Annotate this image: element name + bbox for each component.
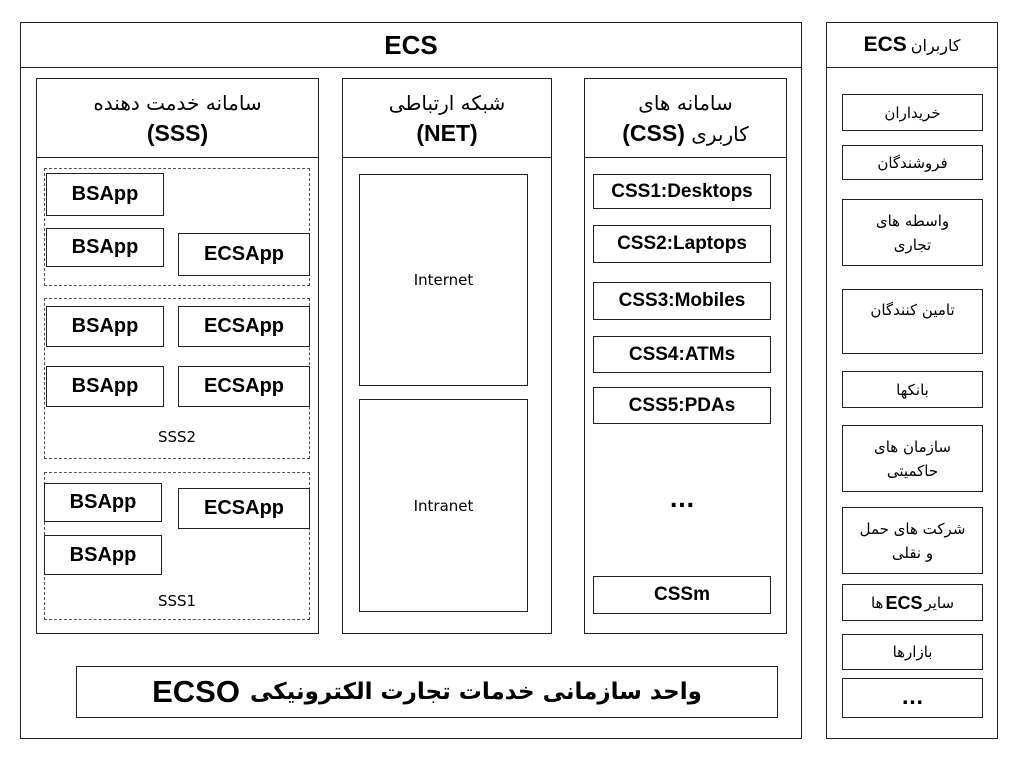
css4-box: CSS4:ATMs [593,336,771,373]
users-item-suppliers [842,289,983,354]
net-title-en: (NET) [416,120,478,146]
users-header [826,22,998,68]
intranet-box [359,399,528,612]
other-ecs-fa2: ها [870,593,884,612]
users-item-other-ecs [842,584,983,621]
ecsapp-box: ECSApp [178,306,310,347]
bsapp-box: BSApp [44,483,162,522]
users-item-buyers: خریداران [842,94,983,131]
government-line2: حاکمیتی [886,461,939,480]
sss-title-en: (SSS) [146,120,209,146]
sss-title-fa: سامانه خدمت دهنده [93,91,262,115]
intranet-label: Intranet [413,497,474,515]
users-item-ellipsis: ... [842,678,983,718]
sss-header [36,78,319,158]
other-ecs-en: ECS [885,592,923,613]
bsapp-box: BSApp [46,228,164,267]
css2-box: CSS2:Laptops [593,225,771,263]
sss2-label: SSS2 [157,428,197,446]
transport-line2: و نقلی [891,543,934,562]
css3-box: CSS3:Mobiles [593,282,771,320]
css-title-line1: سامانه های [638,90,733,115]
bsapp-box: BSApp [44,535,162,575]
users-item-banks: بانکها [842,371,983,408]
net-title-fa: شبکه ارتباطی [388,91,506,115]
users-item-transport [842,507,983,574]
users-item-markets: بازارها [842,634,983,670]
users-item-sellers: فروشندگان [842,145,983,180]
cssm-box: CSSm [593,576,771,614]
ecs-title-text: ECS [384,29,438,60]
users-title-en: ECS [863,33,907,56]
ecso-fa: واحد سازمانی خدمات تجارت الکترونیکی [249,679,702,705]
css-ellipsis: ... [669,487,695,513]
internet-box [359,174,528,386]
brokers-line1: واسطه های [875,211,950,230]
bsapp-box: BSApp [46,306,164,347]
net-header [342,78,552,158]
css-title-en: (CSS) [622,119,685,146]
other-ecs-fa1: سایر [924,593,955,612]
css1-box: CSS1:Desktops [593,174,771,209]
sss1-label: SSS1 [157,592,197,610]
bsapp-box: BSApp [46,173,164,216]
internet-label: Internet [413,271,474,289]
css-title-fa: کاربری [691,121,749,146]
ecsapp-box: ECSApp [178,488,310,529]
suppliers-label: تامین کنندگان [870,301,955,319]
css5-box: CSS5:PDAs [593,387,771,424]
brokers-line2: تجاری [893,235,932,254]
bsapp-box: BSApp [46,366,164,407]
ecs-title [20,22,802,68]
ecso-en: ECSO [152,674,240,709]
users-title-fa: کاربران [910,35,961,55]
users-item-government [842,425,983,492]
users-item-brokers [842,199,983,266]
css-header [584,78,787,158]
government-line1: سازمان های [874,437,951,456]
ecso-bar [76,666,778,718]
ecsapp-box: ECSApp [178,366,310,407]
css-title-line2 [622,118,749,149]
transport-line1: شرکت های حمل [859,519,966,538]
ecsapp-box: ECSApp [178,233,310,276]
